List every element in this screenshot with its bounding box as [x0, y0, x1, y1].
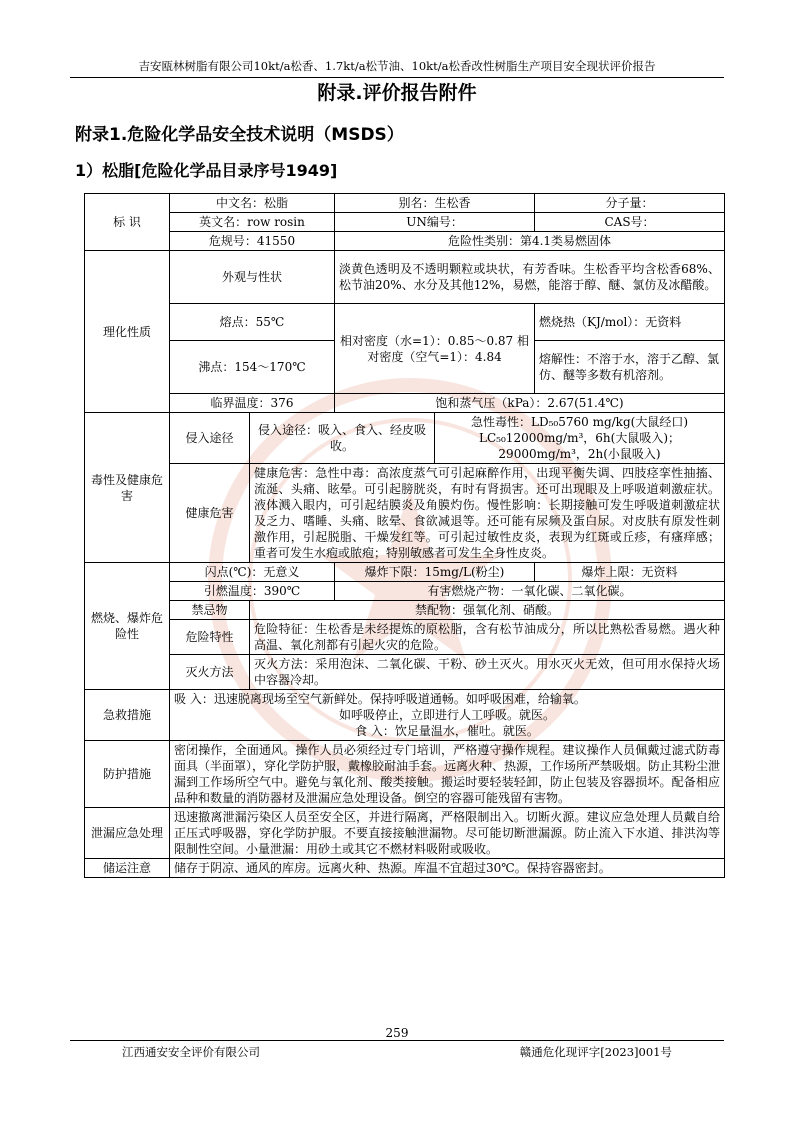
lower-explosive-limit: 爆炸下限：15mg/L(粉尘): [335, 563, 535, 582]
protection-text: 密闭操作，全面通风。操作人员必须经过专门培训，严格遵守操作规程。建议操作人员佩戴过滤式防毒面具（半面罩），穿化学防护服，戴橡胶耐油手套。远离火种、热源，工作场所严禁吸烟。防止其粉尘泄漏到工作场所空气中。避免与氧化剂、酸类接触。搬运时要轻装轻卸，防止包装及容器损坏。配备相应品种和数量的消防器材及泄漏应急处理设备。倒空的容器可能残留有害物。: [170, 741, 725, 808]
extinguish-text: 灭火方法：采用泡沫、二氧化碳、干粉、砂土灭火。用水灭火无效，但可用水保持火场中容器冷却。: [250, 655, 725, 690]
molecular-weight: 分子量：: [535, 194, 725, 213]
en-name: 英文名：row rosin: [170, 213, 335, 232]
upper-explosive-limit: 爆炸上限：无资料: [535, 563, 725, 582]
acute-toxicity: [435, 413, 725, 464]
alias: 别名：生松香: [335, 194, 535, 213]
critical-temperature: 临界温度：376: [170, 394, 335, 413]
cn-name: 中文名：松脂: [170, 194, 335, 213]
tox-label: 毒性及健康危害: [85, 413, 170, 563]
first-aid-line-2: 如呼吸停止，立即进行人工呼吸。就医。: [339, 708, 556, 722]
ignition-temperature: 引燃温度：390℃: [170, 582, 335, 601]
page-number: 259: [385, 1026, 409, 1040]
cas-number: CAS号：: [535, 213, 725, 232]
relative-density: 相对密度（水=1）：0.85～0.87 相对密度（空气=1）：4.84: [335, 304, 535, 394]
extinguish-label: 灭火方法: [170, 655, 250, 690]
first-aid-text: [170, 690, 725, 741]
page-header: 吉安瓯林树脂有限公司10kt/a松香、1.7kt/a松节油、10kt/a松香改性树脂生产项目安全现状评价报告: [70, 58, 724, 78]
ident-label: 标 识: [85, 194, 170, 251]
acute-toxicity-line-2: LC₅₀12000mg/m³，6h(大鼠吸入)；: [479, 431, 680, 445]
flash-point: 闪点(℃)：无意义: [170, 563, 335, 582]
boiling-point: 沸点：154～170℃: [170, 341, 335, 394]
hazard-number: 危规号：41550: [170, 232, 335, 251]
vapor-pressure: 饱和蒸气压（kPa）：2.67(51.4℃): [335, 394, 725, 413]
appearance-label: 外观与性状: [170, 251, 335, 304]
page-title: 附录.评价报告附件: [317, 82, 477, 104]
hazard-label: 危险特性: [170, 620, 250, 655]
health-label: 健康危害: [170, 464, 250, 563]
acute-toxicity-line-1: 急性毒性：LD₅₀5760 mg/kg(大鼠经口): [471, 415, 689, 429]
appearance-text: 淡黄色透明及不透明颗粒或块状，有芳香味。生松香平均含松香68%、松节油20%、水分及其他12%，易燃，能溶于醇、醚、氯仿及冰醋酸。: [335, 251, 725, 304]
fire-label: 燃烧、爆炸危险性: [85, 563, 170, 690]
msds-table: [84, 193, 725, 878]
melting-point: 熔点：55℃: [170, 304, 335, 341]
footer-report-number: 赣通危化现评字[2023]001号: [519, 1045, 672, 1059]
un-number: UN编号：: [335, 213, 535, 232]
storage-text: 储存于阴凉、通风的库房。远离火种、热源。库温不宜超过30℃。保持容器密封。: [170, 859, 725, 878]
leak-text: 迅速撤离泄漏污染区人员至安全区，并进行隔离，严格限制出入。切断火源。建议应急处理人员戴自给正压式呼吸器，穿化学防护服。不要直接接触泄漏物。尽可能切断泄漏源。防止流入下水道、排洪沟等限制性空间。小量泄漏：用砂土或其它不燃材料吸附或吸收。: [170, 808, 725, 859]
hazard-class: 危险性类别：第4.1类易燃固体: [335, 232, 725, 251]
route-text: 侵入途径：吸入、食入、经皮吸收。: [250, 413, 435, 464]
subsection-heading: 1）松脂[危险化学品目录序号1949]: [75, 161, 338, 180]
taboo-label: 禁忌物: [170, 601, 250, 620]
health-hazard: 健康危害：急性中毒：高浓度蒸气可引起麻醉作用，出现平衡失调、四肢痉挛性抽搐、流涎、头痛、眩晕。可引起膀胱炎，有时有肾损害。还可出现眼及上呼吸道刺激症状。液体溅入眼内，可引起结膜炎及角膜灼伤。慢性影响：长期接触可发生呼吸道刺激症状及乏力、嗜睡、头痛、眩晕、食欲减退等。还可能有尿频及蛋白尿。对皮肤有原发性刺激作用，引起脱脂、干燥发红等。可引起过敏性皮炎，表现为红斑或丘疹，有瘙痒感；重者可发生水疱或脓疱；特别敏感者可发生全身性皮炎。: [250, 464, 725, 563]
acute-toxicity-line-3: 29000mg/m³，2h(小鼠吸入): [498, 447, 661, 461]
storage-label: 储运注意: [85, 859, 170, 878]
leak-label: 泄漏应急处理: [85, 808, 170, 859]
first-aid-line-1: 吸 入：迅速脱离现场至空气新鲜处。保持呼吸道通畅。如呼吸困难，给输氧。: [174, 692, 586, 706]
solubility: 熔解性：不溶于水，溶于乙醇、氯仿、醚等多数有机溶剂。: [535, 341, 725, 394]
page-footer: [70, 1040, 724, 1059]
phys-label: 理化性质: [85, 251, 170, 413]
first-aid-label: 急救措施: [85, 690, 170, 741]
first-aid-line-3: 食 入：饮足量温水，催吐。就医。: [355, 724, 539, 738]
heat-of-combustion: 燃烧热（KJ/mol）：无资料: [535, 304, 725, 341]
taboo-text: 禁配物：强氧化剂、硝酸。: [250, 601, 725, 620]
combustion-products: 有害燃烧产物：一氧化碳、二氧化碳。: [335, 582, 725, 601]
hazard-text: 危险特征：生松香是未经提炼的原松脂，含有松节油成分，所以比熟松香易燃。遇火种高温、氧化剂都有引起火灾的危险。: [250, 620, 725, 655]
section-heading: 附录1.危险化学品安全技术说明（MSDS）: [75, 125, 404, 145]
route-label: 侵入途径: [170, 413, 250, 464]
footer-company: 江西通安安全评价有限公司: [122, 1045, 260, 1059]
protection-label: 防护措施: [85, 741, 170, 808]
